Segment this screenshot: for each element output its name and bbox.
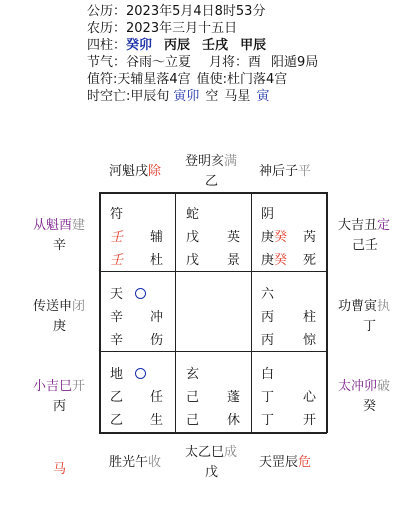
palace-6-shen: 六	[261, 287, 275, 302]
palace-9-tian-stem: 丁	[261, 390, 275, 405]
palace-8-star: 蓬	[227, 390, 241, 405]
palace-7-di-stem: 乙	[110, 413, 124, 428]
side-left-top-stem: 辛	[53, 238, 67, 253]
palace-4-star: 冲	[150, 310, 164, 325]
shikong-kong: 空	[205, 89, 219, 104]
palace-9-door: 开	[303, 413, 317, 428]
zhishi: 值使:杜门落4宫	[196, 72, 288, 87]
side-left-bottom	[33, 375, 85, 394]
side-bottom-center	[185, 441, 237, 460]
palace-3-tian-stem-a: 庚	[261, 230, 275, 245]
grid-line-v2	[251, 192, 252, 433]
zhifu-line	[87, 71, 287, 88]
side-top-right	[259, 160, 311, 179]
side-bottom-right-suffix: 危	[298, 455, 312, 470]
grid-line-h2	[99, 351, 327, 352]
mashing-label: 马星	[224, 89, 251, 104]
sizhu-hour: 甲辰	[240, 38, 267, 53]
palace-2-tian-stem: 戊	[186, 230, 200, 245]
palace-8-tian-stem: 己	[186, 390, 200, 405]
side-bottom-left-main: 胜光午	[109, 455, 149, 470]
palace-4-door: 伤	[150, 333, 164, 348]
palace-1-tian-stem: 壬	[110, 230, 124, 245]
grid-line-top	[99, 192, 327, 194]
side-left-mid-suffix: 闭	[72, 299, 86, 314]
palace-3-door: 死	[303, 253, 317, 268]
grid-line-right	[326, 192, 328, 433]
palace-9-shen: 白	[261, 367, 275, 382]
side-bottom-left-suffix: 收	[148, 455, 162, 470]
circle-icon	[135, 288, 146, 299]
palace-4-shen-line	[110, 283, 146, 302]
side-right-mid-stem: 丁	[363, 319, 377, 334]
palace-3-di-stem-k: 癸	[274, 253, 288, 268]
palace-9-di-stem: 丁	[261, 413, 275, 428]
side-right-mid	[338, 295, 390, 314]
side-right-mid-main: 功曹寅	[338, 299, 378, 314]
palace-2-shen: 蛇	[186, 207, 200, 222]
side-right-mid-suffix: 执	[377, 299, 391, 314]
gongli-label: 公历	[87, 4, 114, 19]
side-left-top	[33, 214, 85, 233]
ju: 阳遁9局	[271, 55, 319, 70]
side-left-mid-main: 传送申	[33, 299, 73, 314]
grid-line-v1	[175, 192, 176, 433]
side-top-left	[109, 160, 161, 179]
palace-3-di-stem-a: 庚	[261, 253, 275, 268]
palace-1-star: 辅	[150, 230, 164, 245]
palace-1-door: 杜	[150, 253, 164, 268]
nongli-value: ：2023年三月十五日	[113, 21, 238, 36]
palace-3-shen: 阴	[261, 207, 275, 222]
side-top-right-suffix: 平	[298, 164, 312, 179]
side-bottom-center-main: 太乙巳	[185, 445, 225, 460]
palace-7-door: 生	[150, 413, 164, 428]
side-left-top-suffix: 建	[72, 218, 86, 233]
sizhu-line	[87, 37, 266, 54]
palace-4-tian-stem: 辛	[110, 310, 124, 325]
grid-line-left	[99, 192, 101, 433]
side-left-bottom-suffix: 开	[72, 379, 86, 394]
palace-1-di-stem: 壬	[110, 253, 124, 268]
mashing-value: 寅	[256, 89, 270, 104]
side-right-top-stem: 己壬	[352, 238, 379, 253]
palace-7-tian-stem: 乙	[110, 390, 124, 405]
shikong-line	[87, 88, 269, 105]
side-top-center-suffix: 满	[224, 154, 238, 169]
side-right-top-suffix: 定	[377, 218, 391, 233]
zhifu: 值符:天辅星落4宫	[87, 72, 191, 87]
side-top-left-main: 河魁戌	[109, 164, 149, 179]
palace-3-di-stem	[261, 249, 287, 268]
palace-7-star: 任	[150, 390, 164, 405]
yuejiang: 月将：酉	[209, 55, 262, 70]
palace-6-di-stem: 丙	[261, 333, 275, 348]
side-right-bottom-main: 太冲卯	[338, 379, 378, 394]
side-top-right-main: 神后子	[259, 164, 299, 179]
side-right-bottom-suffix: 破	[377, 379, 391, 394]
palace-7-shen: 地	[110, 367, 124, 382]
palace-9-star: 心	[303, 390, 317, 405]
shikong-value: 寅卯	[173, 89, 200, 104]
shikong-prefix: 时空亡:甲辰旬	[87, 89, 170, 104]
side-right-bottom-stem: 癸	[363, 399, 377, 414]
palace-3-tian-stem-k: 癸	[274, 230, 288, 245]
nongli-line	[87, 20, 237, 37]
sizhu-year: 癸卯	[126, 38, 153, 53]
side-top-left-suffix: 除	[148, 164, 162, 179]
jieqi-line	[87, 54, 318, 71]
jieqi: 节气：谷雨～立夏	[87, 55, 192, 70]
side-right-bottom	[338, 375, 390, 394]
side-bottom-center-suffix: 成	[224, 445, 238, 460]
nongli-label: 农历	[87, 21, 114, 36]
side-right-top-main: 大吉丑	[338, 218, 378, 233]
circle-icon	[135, 368, 146, 379]
sizhu-day: 壬戌	[202, 38, 229, 53]
palace-1-shen: 符	[110, 207, 124, 222]
palace-2-star: 英	[227, 230, 241, 245]
side-bottom-right-main: 天罡辰	[259, 455, 299, 470]
side-left-bottom-main: 小吉巳	[33, 379, 73, 394]
palace-8-shen: 玄	[186, 367, 200, 382]
side-top-center-main: 登明亥	[185, 154, 225, 169]
palace-3-star: 芮	[303, 230, 317, 245]
palace-3-tian-stem	[261, 226, 287, 245]
sizhu-label: 四柱：	[87, 38, 127, 53]
side-bottom-right	[259, 451, 311, 470]
palace-2-door: 景	[227, 253, 241, 268]
gongli-value: ：2023年5月4日8时53分	[113, 4, 266, 19]
grid-line-bottom	[99, 432, 327, 434]
palace-4-shen: 天	[110, 287, 124, 302]
palace-8-di-stem: 己	[186, 413, 200, 428]
palace-6-door: 惊	[303, 333, 317, 348]
grid-line-h1	[99, 271, 327, 272]
side-top-center	[185, 150, 237, 169]
side-bottom-left	[109, 451, 161, 470]
palace-8-door: 休	[227, 413, 241, 428]
side-bottom-center-stem: 戊	[205, 465, 219, 480]
side-left-top-main: 从魁酉	[33, 218, 73, 233]
side-right-top	[338, 214, 390, 233]
palace-6-star: 柱	[303, 310, 317, 325]
gongli-line	[87, 3, 265, 20]
palace-4-di-stem: 辛	[110, 333, 124, 348]
side-left-mid-stem: 庚	[53, 319, 67, 334]
palace-6-tian-stem: 丙	[261, 310, 275, 325]
palace-2-di-stem: 戊	[186, 253, 200, 268]
side-bottom-left-mark: 马	[53, 462, 67, 477]
side-left-bottom-stem: 丙	[53, 399, 67, 414]
side-top-center-stem: 乙	[205, 174, 219, 189]
sizhu-month: 丙辰	[164, 38, 191, 53]
palace-7-shen-line	[110, 363, 146, 382]
side-left-mid	[33, 295, 85, 314]
